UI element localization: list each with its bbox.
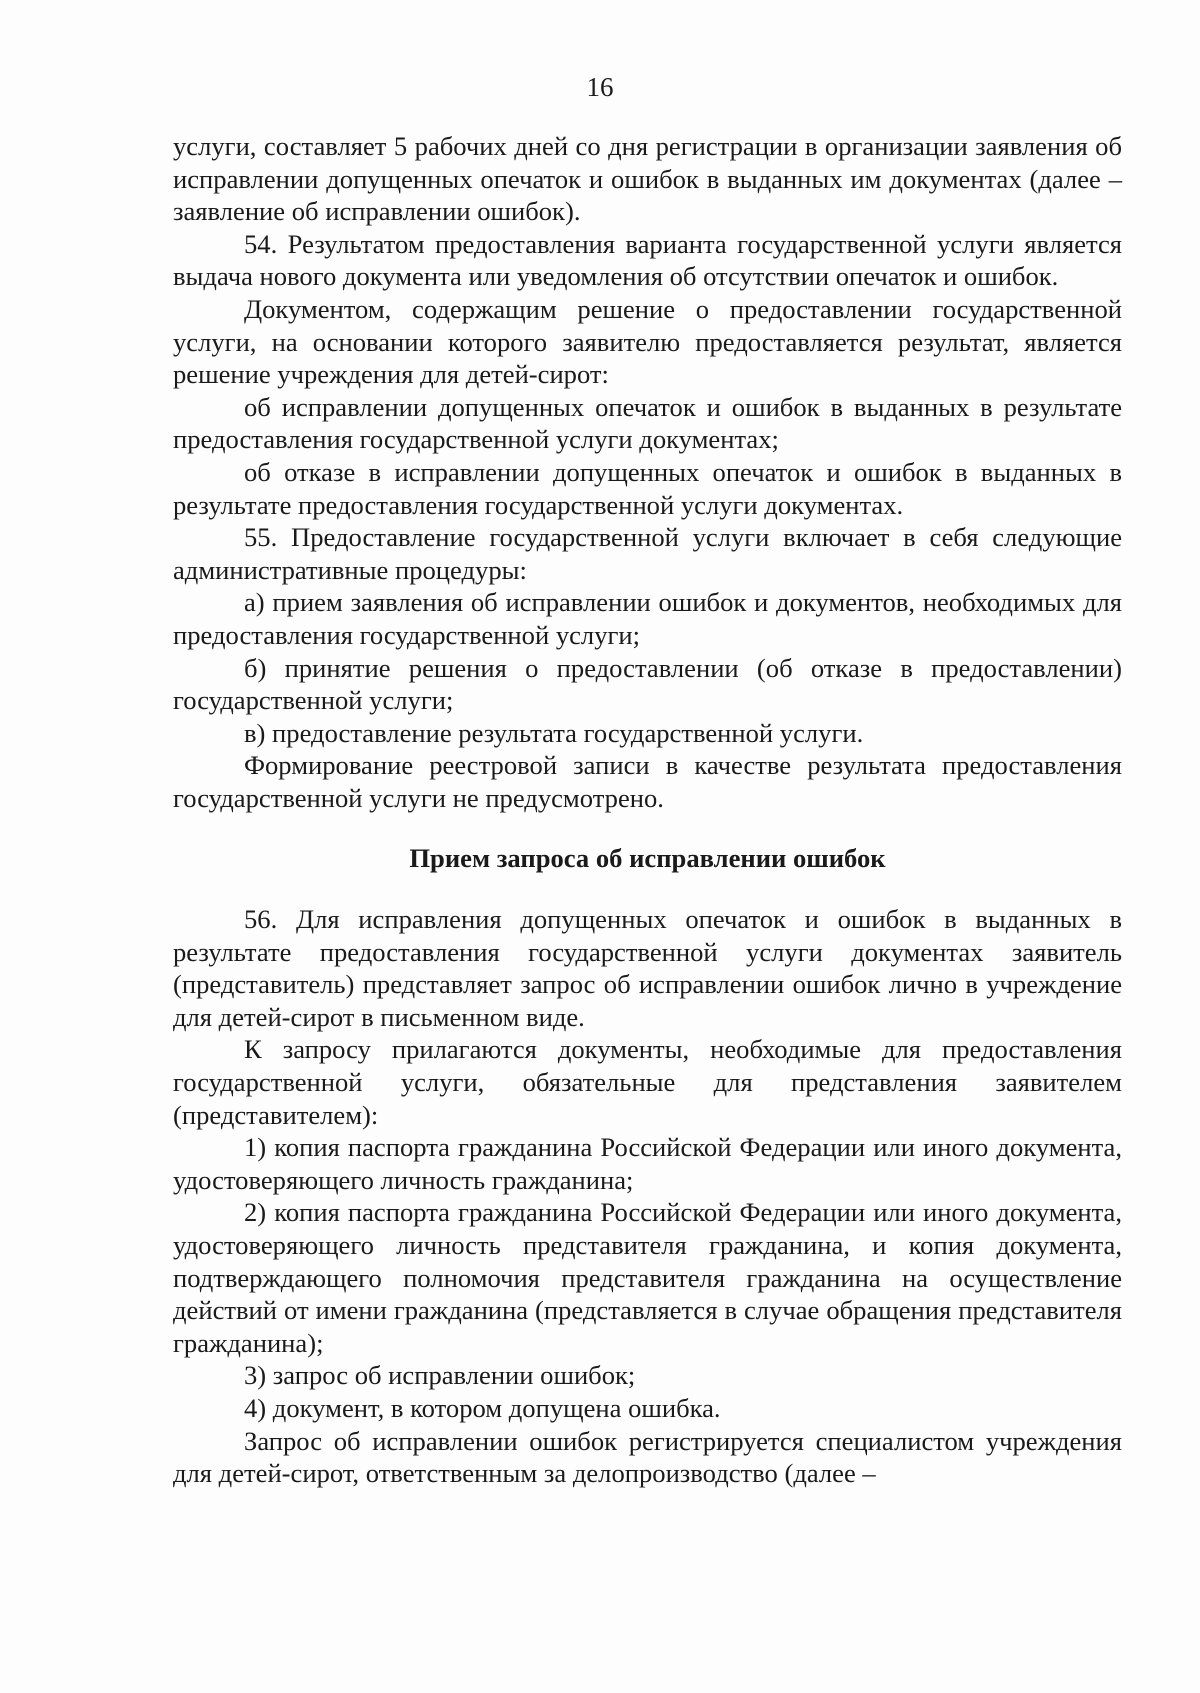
paragraph: 1) копия паспорта гражданина Российской Федерации или иного документа, удостоверяющего личность гражданина; [173,1132,1122,1195]
paragraph: б) принятие решения о предоставлении (об отказе в предоставлении) государственной услуги; [173,652,1122,716]
paragraph: Документом, содержащим решение о предоставлении государственной услуги, на основании которого заявителю предоставляется результат, является решение учреждения для детей-сирот: [173,293,1122,390]
paragraph: в) предоставление результата государственной услуги. [244,717,864,748]
paragraph: об исправлении допущенных опечаток и ошибок в выданных в результате предоставления государственной услуги документах; [173,391,1122,455]
paragraph: Формирование реестровой записи в качестве результата предоставления государственной услуги не предусмотрено. [173,750,1122,813]
paragraph: 3) запрос об исправлении ошибок; [244,1360,636,1391]
paragraph: а) прием заявления об исправлении ошибок и документов, необходимых для предоставления государственной услуги; [173,587,1122,650]
paragraph: 2) копия паспорта гражданина Российской Федерации или иного документа, удостоверяющего личность представителя гражданина, и копия документа, подтверждающего полномочия представителя гражданина на осуществление действий от имени гражданина (представляется в случае обращения представителя гражданина); [173,1197,1122,1358]
page-number: 16 [586,72,614,102]
paragraph: Запрос об исправлении ошибок регистрируется специалистом учреждения для детей-сирот, ответственным за делопроизводство (далее – [173,1425,1122,1489]
paragraph: 56. Для исправления допущенных опечаток и ошибок в выданных в результате предоставления государственной услуги документах заявитель (представитель) представляет запрос об исправлении ошибок лично в учреждение для детей-сирот в письменном виде. [173,904,1122,1032]
paragraph: 55. Предоставление государственной услуги включает в себя следующие административные процедуры: [173,522,1122,585]
document-body [173,130,1122,1490]
paragraph: об отказе в исправлении допущенных опечаток и ошибок в выданных в результате предоставления государственной услуги документах. [173,456,1122,520]
paragraph: услуги, составляет 5 рабочих дней со дня регистрации в организации заявления об исправлении допущенных опечаток и ошибок в выданных им документах (далее – заявление об исправлении ошибок). [173,131,1122,227]
paragraph: 4) документ, в котором допущена ошибка. [244,1392,721,1423]
section-heading: Прием запроса об исправлении ошибок [409,843,886,874]
paragraph: 54. Результатом предоставления варианта государственной услуги является выдача нового документа или уведомления об отсутствии опечаток и ошибок. [173,228,1122,292]
paragraph: К запросу прилагаются документы, необходимые для предоставления государственной услуги, обязательные для представления заявителем (представителем): [173,1034,1122,1130]
